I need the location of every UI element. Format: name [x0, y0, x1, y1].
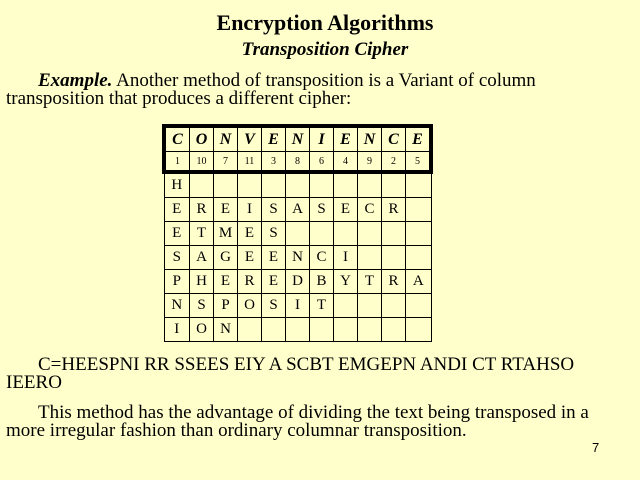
- grid-row-cell: S: [262, 222, 286, 246]
- grid-row: [164, 198, 431, 222]
- grid-row-cell: H: [164, 172, 190, 198]
- example-paragraph: [6, 72, 626, 108]
- grid-row-cell: [382, 172, 406, 198]
- order-row-cell: 7: [214, 152, 238, 173]
- order-row-cell: 9: [358, 152, 382, 173]
- grid-row-cell: E: [214, 270, 238, 294]
- advantage-text: This method has the advantage of dividing the text being transposed in a more irregular fashion than ordinary columnar transposition.: [6, 402, 589, 441]
- grid-row-cell: [238, 172, 262, 198]
- grid-row-cell: [334, 222, 358, 246]
- grid-row-cell: I: [238, 198, 262, 222]
- grid-row-cell: [214, 172, 238, 198]
- grid-row: [164, 246, 431, 270]
- grid-row-cell: [334, 172, 358, 198]
- grid-row-cell: [358, 318, 382, 342]
- grid-row-cell: [406, 198, 432, 222]
- grid-row-cell: T: [190, 222, 214, 246]
- grid-row-cell: C: [310, 246, 334, 270]
- grid-row-cell: [406, 172, 432, 198]
- grid-row-cell: E: [214, 198, 238, 222]
- grid-row-cell: E: [164, 198, 190, 222]
- page-number: 7: [592, 440, 600, 455]
- grid-row-cell: N: [286, 246, 310, 270]
- order-row-cell: 1: [164, 152, 190, 173]
- grid-row-cell: [382, 318, 406, 342]
- grid-row-cell: C: [358, 198, 382, 222]
- grid-row-cell: S: [262, 198, 286, 222]
- grid-row-cell: E: [262, 270, 286, 294]
- grid-row-cell: R: [382, 270, 406, 294]
- grid-row: [164, 294, 431, 318]
- grid-row-cell: E: [334, 198, 358, 222]
- grid-row-cell: [382, 222, 406, 246]
- order-row-cell: 5: [406, 152, 432, 173]
- grid-row-cell: [382, 294, 406, 318]
- example-lead: Example.: [38, 70, 113, 91]
- grid-row-cell: N: [164, 294, 190, 318]
- grid-row-cell: A: [286, 198, 310, 222]
- grid-row-cell: O: [190, 318, 214, 342]
- grid-row: [164, 270, 431, 294]
- grid-row-cell: A: [190, 246, 214, 270]
- slide-subtitle: Transposition Cipher: [241, 39, 409, 60]
- grid-row-cell: T: [310, 294, 334, 318]
- grid-row-cell: E: [262, 246, 286, 270]
- key-row-cell: E: [334, 126, 358, 152]
- grid-row-cell: I: [164, 318, 190, 342]
- order-row-cell: 3: [262, 152, 286, 173]
- grid-row-cell: [358, 222, 382, 246]
- cipher-text: C=HEESPNI RR SSEES EIY A SCBT EMGEPN ANDI CT RTAHSO IEERO: [6, 354, 575, 393]
- grid-row-cell: [286, 222, 310, 246]
- order-row: [164, 152, 431, 173]
- grid-row-cell: P: [164, 270, 190, 294]
- grid-row-cell: [358, 294, 382, 318]
- grid-row-cell: I: [286, 294, 310, 318]
- cipher-text-paragraph: [6, 356, 626, 392]
- grid-row-cell: E: [164, 222, 190, 246]
- grid-row-cell: I: [334, 246, 358, 270]
- grid-row-cell: [358, 172, 382, 198]
- order-row-cell: 2: [382, 152, 406, 173]
- grid-row-cell: D: [286, 270, 310, 294]
- grid-row-cell: S: [190, 294, 214, 318]
- key-row-cell: N: [214, 126, 238, 152]
- key-row-cell: C: [164, 126, 190, 152]
- key-row-cell: C: [382, 126, 406, 152]
- grid-row-cell: [310, 222, 334, 246]
- grid-row-cell: P: [214, 294, 238, 318]
- grid-row-cell: [334, 318, 358, 342]
- grid-row-cell: H: [190, 270, 214, 294]
- key-row-cell: I: [310, 126, 334, 152]
- grid-row: [164, 222, 431, 246]
- grid-row-cell: M: [214, 222, 238, 246]
- key-row: [164, 126, 431, 152]
- key-row-cell: V: [238, 126, 262, 152]
- grid-row-cell: [262, 318, 286, 342]
- grid-row-cell: O: [238, 294, 262, 318]
- order-row-cell: 4: [334, 152, 358, 173]
- grid-row-cell: R: [382, 198, 406, 222]
- grid-row-cell: [310, 172, 334, 198]
- slide-title: Encryption Algorithms: [216, 10, 434, 35]
- grid-row-cell: [406, 222, 432, 246]
- grid-row-cell: [262, 172, 286, 198]
- grid-row-cell: [406, 318, 432, 342]
- grid-row-cell: [382, 246, 406, 270]
- order-row-cell: 6: [310, 152, 334, 173]
- grid-row-cell: R: [190, 198, 214, 222]
- grid-row-cell: B: [310, 270, 334, 294]
- grid-row-cell: E: [238, 222, 262, 246]
- grid-row-cell: [310, 318, 334, 342]
- grid-row-cell: N: [214, 318, 238, 342]
- key-row-cell: O: [190, 126, 214, 152]
- grid-row-cell: R: [238, 270, 262, 294]
- grid-row-cell: [286, 318, 310, 342]
- grid-row-cell: G: [214, 246, 238, 270]
- grid-row-cell: S: [310, 198, 334, 222]
- order-row-cell: 10: [190, 152, 214, 173]
- grid-row-cell: [238, 318, 262, 342]
- grid-row: [164, 318, 431, 342]
- key-row-cell: N: [286, 126, 310, 152]
- order-row-cell: 11: [238, 152, 262, 173]
- grid-row-cell: S: [262, 294, 286, 318]
- key-row-cell: E: [262, 126, 286, 152]
- grid-row-cell: [358, 246, 382, 270]
- grid-row-cell: [406, 294, 432, 318]
- transposition-table: [162, 124, 433, 342]
- advantage-paragraph: [6, 404, 626, 440]
- order-row-cell: 8: [286, 152, 310, 173]
- grid-row-cell: T: [358, 270, 382, 294]
- grid-row-cell: [334, 294, 358, 318]
- key-row-cell: N: [358, 126, 382, 152]
- grid-row-cell: [190, 172, 214, 198]
- key-row-cell: E: [406, 126, 432, 152]
- grid-row-cell: A: [406, 270, 432, 294]
- grid-row-cell: Y: [334, 270, 358, 294]
- grid-row: [164, 172, 431, 198]
- example-text: Another method of transposition is a Variant of column transposition that produces a different cipher:: [6, 70, 536, 109]
- grid-row-cell: [286, 172, 310, 198]
- grid-row-cell: S: [164, 246, 190, 270]
- grid-row-cell: [406, 246, 432, 270]
- grid-row-cell: E: [238, 246, 262, 270]
